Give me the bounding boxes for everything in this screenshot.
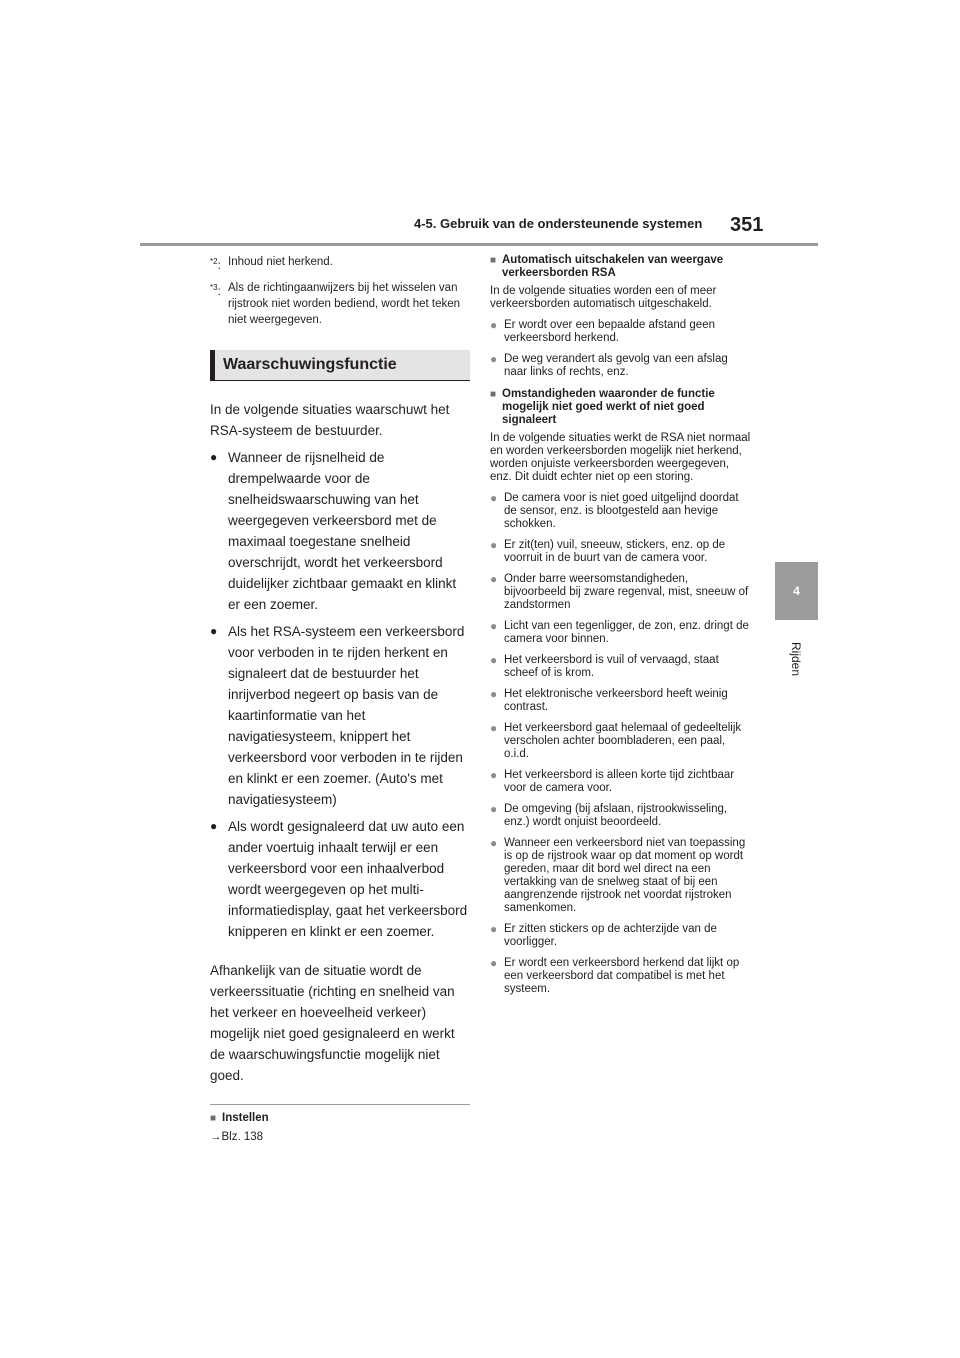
footnote xyxy=(210,254,470,274)
list-item: ● Het verkeersbord gaat helemaal of gedeeltelijk verscholen achter boombladeren, een paal, o.i.d. xyxy=(490,721,742,760)
footnote-mark: $^{*3}$: xyxy=(210,282,221,298)
bullet-text: Als het RSA-systeem een verkeersbord voor verboden in te rijden herkent en signaleert dat de bestuurder het inrijverbod negeert op basis van de kaartinformatie van het navigatiesysteem, knippert het verkeersbord voor verboden in te rijden en klinkt er een zoemer. (Auto's met navigatiesysteem) xyxy=(228,623,465,807)
list-item: ● Onder barre weersomstandigheden, bijvoorbeeld bij zware regenval, mist, sneeuw of zandstormen xyxy=(490,572,749,611)
bullet-icon: ● xyxy=(210,623,218,638)
bullet-icon: ● xyxy=(490,721,498,735)
conditions-heading: ■ Omstandigheden waaronder de functie mogelijk niet goed werkt of niet goed signaleert xyxy=(490,388,715,426)
closing-paragraph: Afhankelijk van de situatie wordt de verkeerssituatie (richting en snelheid van het verkeer en hoeveelheid verkeer) mogelijk niet goed gesignaleerd en werkt de waarschuwingsfunctie mogelijk niet goed. xyxy=(210,962,455,1083)
bullet-icon: ● xyxy=(490,538,498,552)
bullet-icon: ● xyxy=(490,318,498,332)
section-heading: Waarschuwingsfunctie xyxy=(210,350,470,381)
intro-paragraph: In de volgende situaties waarschuwt het RSA-systeem de bestuurder. xyxy=(210,401,450,438)
settings-heading: ■ Instellen xyxy=(210,1111,269,1124)
list-item: ● Het verkeersbord is alleen korte tijd zichtbaar voor de camera voor. xyxy=(490,768,735,794)
square-bullet-icon: ■ xyxy=(490,389,497,400)
footnote-mark: $^{*2}$: xyxy=(210,257,221,272)
footnote-text: Als de richtingaanwijzers bij het wisselen van rijstrook niet worden bediend, wordt het teken niet weergegeven. xyxy=(228,281,461,326)
list-item: ● De camera voor is niet goed uitgelijnd doordat de sensor, enz. is blootgesteld aan hevige schokken. xyxy=(490,491,739,530)
square-bullet-icon: ■ xyxy=(210,1112,217,1124)
left-column xyxy=(210,254,470,1144)
warning-bullet xyxy=(210,816,470,942)
bullet-icon: ● xyxy=(490,956,498,970)
bullet-icon: ● xyxy=(490,653,498,667)
list-item: ● Het elektronische verkeersbord heeft weinig contrast. xyxy=(490,687,728,713)
page-reference-link[interactable]: →Blz. 138 xyxy=(210,1130,264,1143)
bullet-text: Wanneer de rijsnelheid de drempelwaarde voor de snelheidswaarschuwing van het weergegeven verkeersbord met de maximaal toegestane snelheid overschrijdt, wordt het verkeersbord duidelijker zichtbaar gemaakt en klinkt er een zoemer. xyxy=(228,449,457,612)
list-item: ● Het verkeersbord is vuil of vervaagd, staat scheef of is krom. xyxy=(490,653,719,679)
bullet-icon: ● xyxy=(490,687,498,701)
section-divider xyxy=(210,1104,470,1105)
bullet-icon: ● xyxy=(490,836,498,850)
bullet-icon: ● xyxy=(490,619,498,633)
bullet-icon: ● xyxy=(490,922,498,936)
warning-bullet xyxy=(210,447,470,615)
list-item: ● Licht van een tegenligger, de zon, enz. dringt de camera voor binnen. xyxy=(490,619,749,645)
chapter-tab: 4 xyxy=(775,562,818,620)
list-item: ● De omgeving (bij afslaan, rijstrookwisseling, enz.) wordt onjuist beoordeeld. xyxy=(490,802,728,828)
list-item: ● Er zitten stickers op de achterzijde van de voorligger. xyxy=(490,922,717,948)
square-bullet-icon: ■ xyxy=(490,255,497,266)
bullet-icon: ● xyxy=(490,802,498,816)
bullet-text: Als wordt gesignaleerd dat uw auto een ander voertuig inhaalt terwijl er een verkeersbord voor een inhaalverbod wordt weergegeven op het multi-informatiedisplay, gaat het verkeersbord knipperen en klinkt er een zoemer. xyxy=(228,818,468,939)
auto-off-heading: ■ Automatisch uitschakelen van weergave verkeersborden RSA xyxy=(490,254,724,279)
warning-bullet xyxy=(210,621,470,810)
bullet-icon: ● xyxy=(490,352,498,366)
page-number: 351 xyxy=(730,214,764,236)
conditions-intro: In de volgende situaties werkt de RSA niet normaal en worden verkeersborden mogelijk niet herkend, worden onjuiste verkeersborden weergegeven, enz. Dit duidt echter niet op een storing. xyxy=(490,432,751,483)
list-item: ● Er zit(ten) vuil, sneeuw, stickers, enz. op de voorruit in de buurt van de camera voor. xyxy=(490,538,726,564)
bullet-icon: ● xyxy=(490,491,498,505)
chapter-label: Rijden xyxy=(789,641,803,677)
auto-off-intro: In de volgende situaties worden een of meer verkeersborden automatisch uitgeschakeld. xyxy=(490,285,717,310)
footnote-text: Inhoud niet herkend. xyxy=(228,256,333,268)
page-header-title: 4-5. Gebruik van de ondersteunende systemen xyxy=(414,216,703,231)
header-divider xyxy=(140,243,818,246)
bullet-icon: ● xyxy=(490,572,498,586)
bullet-icon: ● xyxy=(210,449,218,464)
list-item: ● Er wordt een verkeersbord herkend dat lijkt op een verkeersbord dat compatibel is met het systeem. xyxy=(490,956,740,995)
bullet-icon: ● xyxy=(490,768,498,782)
list-item: ● De weg verandert als gevolg van een afslag naar links of rechts, enz. xyxy=(490,352,728,378)
footnote xyxy=(210,280,470,328)
bullet-icon: ● xyxy=(210,818,218,833)
right-column xyxy=(490,254,752,996)
list-item: ● Er wordt over een bepaalde afstand geen verkeersbord herkend. xyxy=(490,318,715,344)
list-item: ● Wanneer een verkeersbord niet van toepassing is op de rijstrook waar op dat moment op wordt gereden, maar dit bord wel direct na een vertakking van de snelweg staat of bij een aangrenzende rijstrook net voordat rijstroken samenkomen. xyxy=(490,836,746,914)
